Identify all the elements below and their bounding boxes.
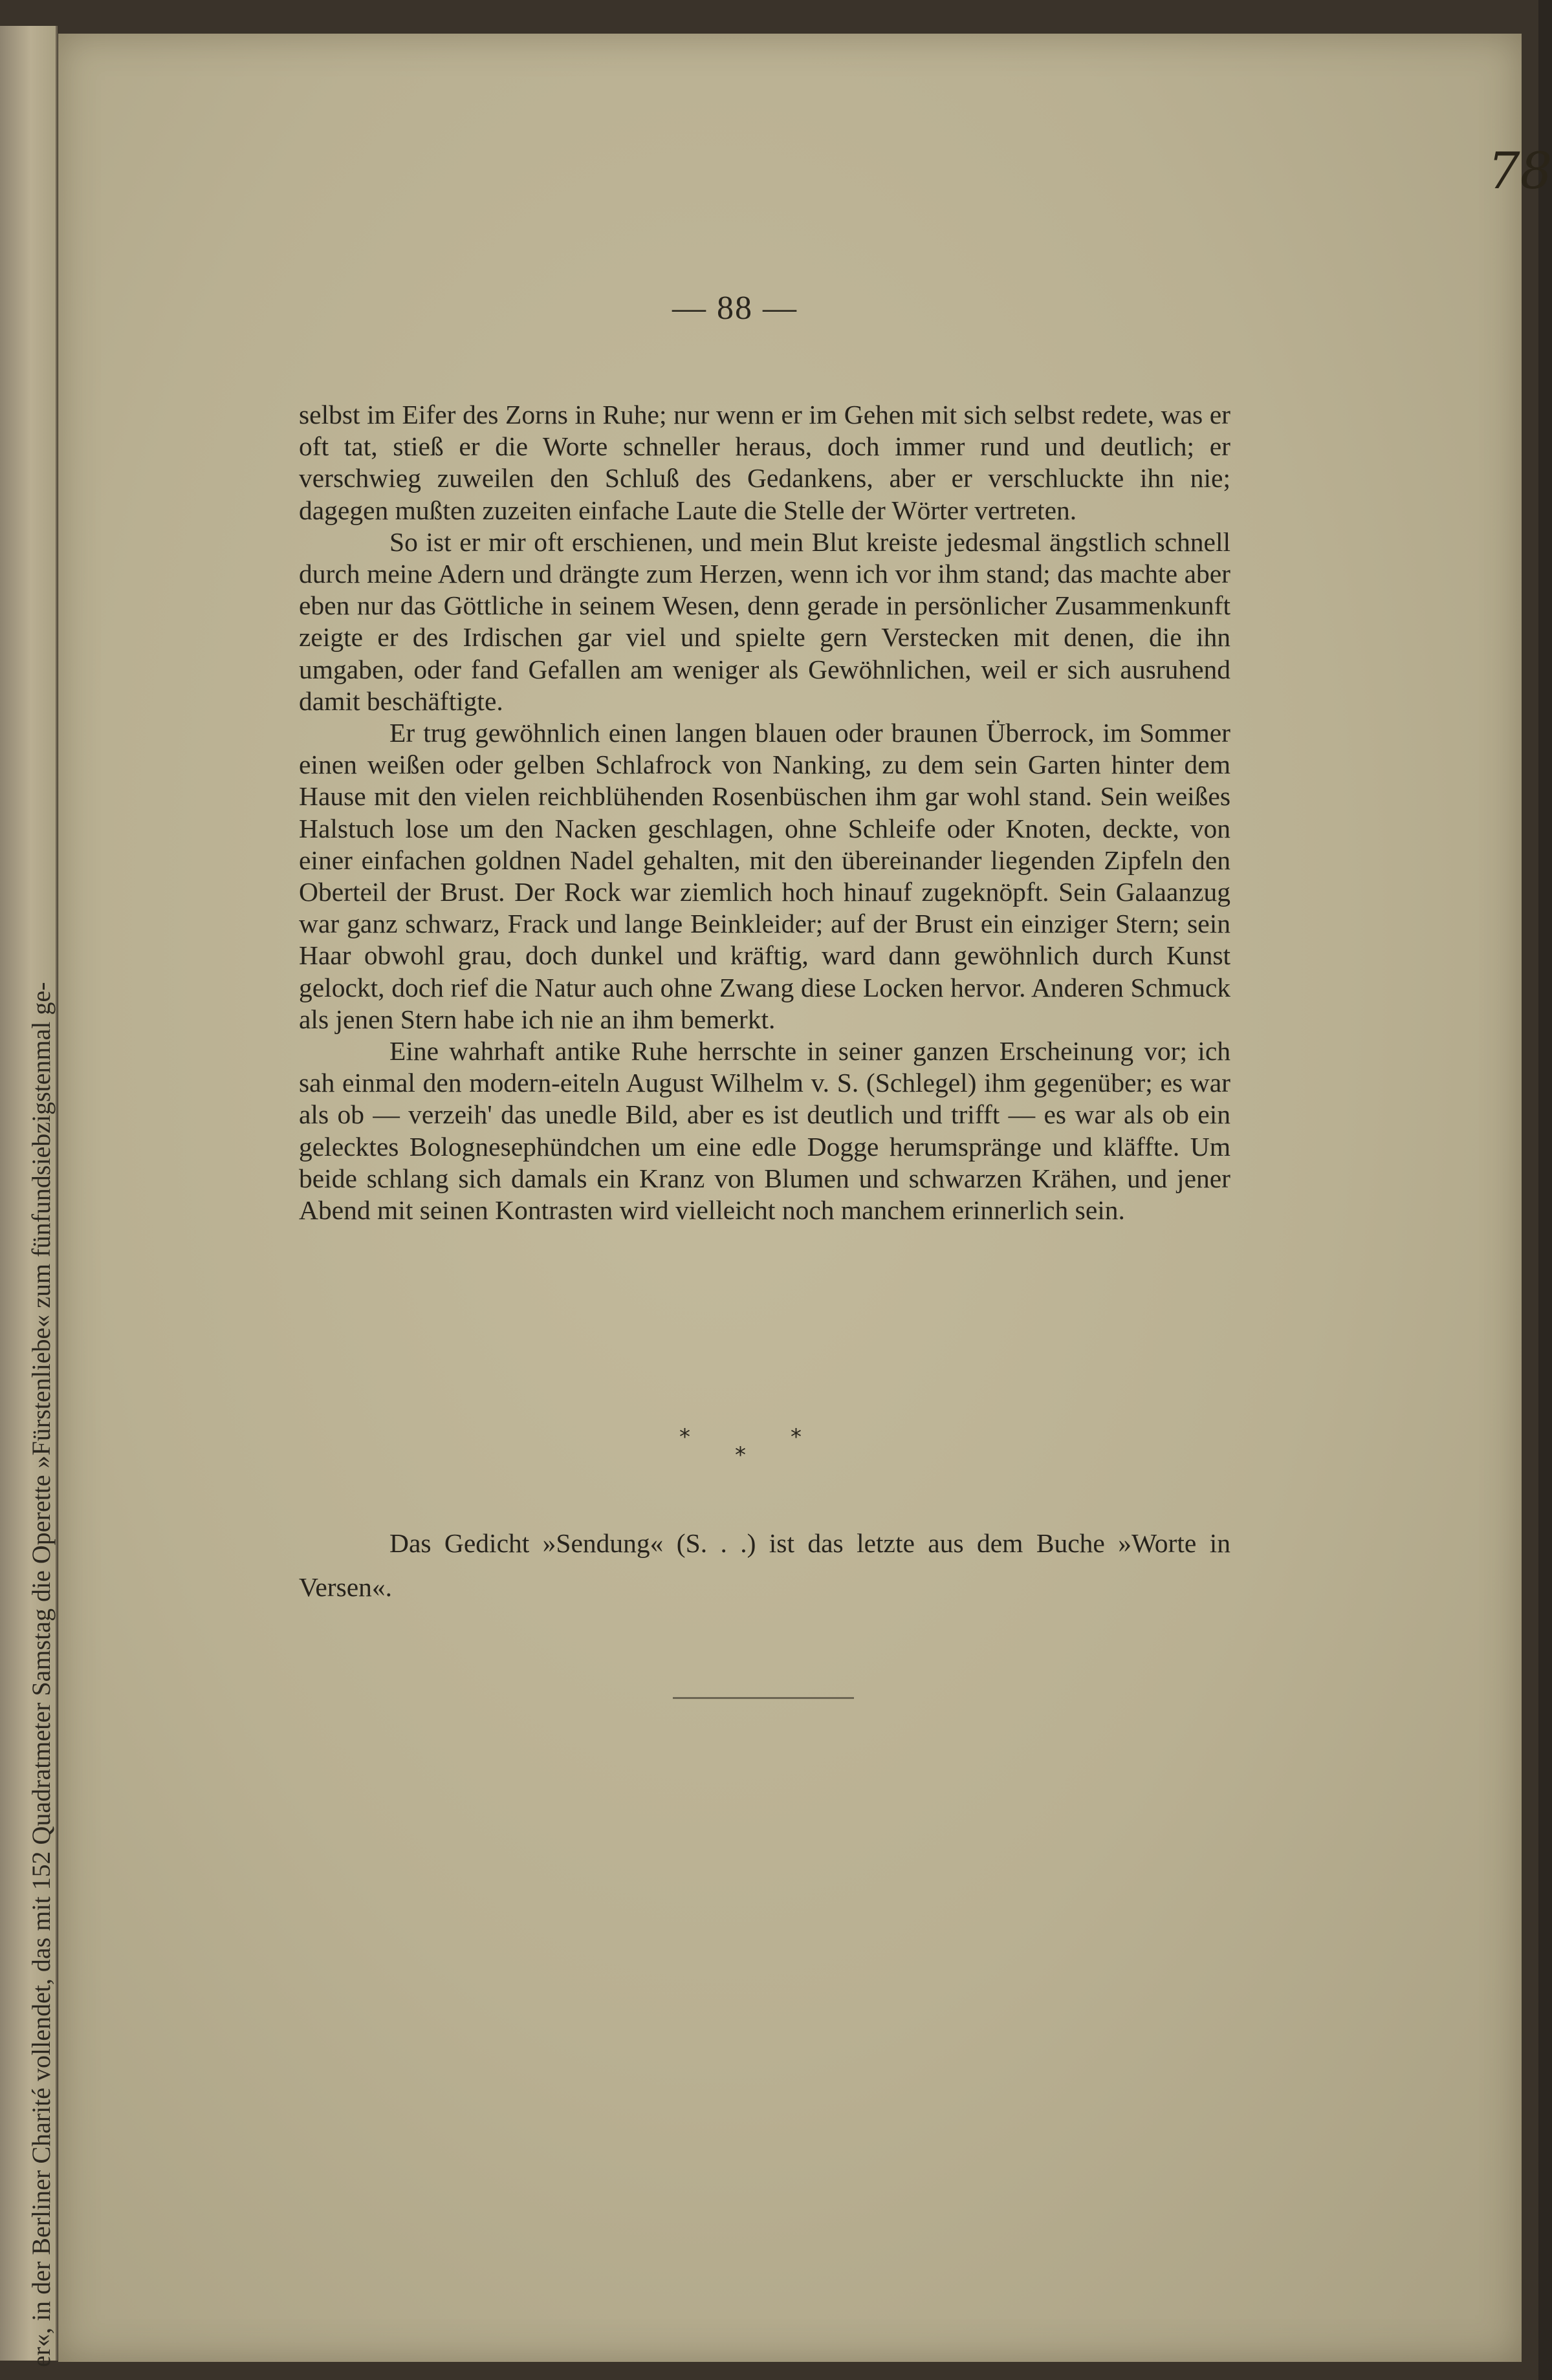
note-text	[299, 1521, 1230, 1609]
closing-rule	[673, 1697, 854, 1699]
previous-page-edge	[0, 26, 58, 2367]
book-page	[58, 34, 1552, 2362]
body-text	[299, 399, 1230, 1226]
paragraph-1: selbst im Eifer des Zorns in Ruhe; nur wenn er im Gehen mit sich selbst redete, was er oft tat, stieß er die Worte schneller heraus, doch immer rund und deutlich; er verschwieg zuweilen den Schluß des Gedankens, aber er verschluckte ihn nie; dagegen mußten zuzeiten einfache Laute die Stelle der Wörter vertreten.	[299, 400, 1230, 525]
asterisk-bottom: *	[735, 1442, 746, 1468]
spine-text: er«, in der Berliner Charité vollendet, das mit 152 Quadratmeter Samstag die Operette »Fürstenliebe« zum fünfundsiebzigstenmal ge-	[27, 982, 56, 2367]
paragraph-2: So ist er mir oft erschienen, und mein Blut kreiste jedesmal ängstlich schnell durch meine Adern und drängte zum Herzen, wenn ich vor ihm stand; das machte aber eben nur das Göttliche in seinem Wesen, denn gerade in persönlicher Zusammenkunft zeigte er des Irdischen gar viel und spielte gern Verstecken mit denen, die ihn umgaben, oder fand Gefallen am weniger als Gewöhnlichen, weil er sich ausruhend damit beschäftigte.	[299, 526, 1230, 716]
paragraph-3: Er trug gewöhnlich einen langen blauen oder braunen Überrock, im Sommer einen weißen oder gelben Schlafrock von Nanking, zu dem sein Garten hinter dem Hause mit den vielen reichblühenden Rosenbüschen ihm gar wohl stand. Sein weißes Halstuch lose um den Nacken geschlagen, ohne Schleife oder Knoten, deckte, von einer einfachen goldnen Nadel gehalten, mit den übereinander liegenden Zipfeln den Oberteil der Brust. Der Rock war ziemlich hoch hinauf zugeknöpft. Sein Galaanzug war ganz schwarz, Frack und lange Beinkleider; auf der Brust ein einziger Stern; sein Haar obwohl grau, doch dunkel und kräftig, ward dann gewöhnlich durch Kunst gelockt, doch rief die Natur auch ohne Zwang diese Locken hervor. Anderen Schmuck als jenen Stern habe ich nie an ihm bemerkt.	[299, 718, 1230, 1034]
handwritten-folio-number: 78	[1488, 142, 1552, 200]
asterisk-left: *	[679, 1424, 690, 1450]
asterism-ornament	[679, 1424, 847, 1476]
page-number: — 88 —	[672, 290, 798, 327]
asterisk-right: *	[791, 1424, 802, 1450]
paragraph-4: Eine wahrhaft antike Ruhe herrschte in seiner ganzen Erscheinung vor; ich sah einmal den modern-eiteln August Wilhelm v. S. (Schlegel) ihm gegenüber; es war als ob — verzeih' das unedle Bild, aber es ist deutlich und trifft — es war als ob ein gelecktes Bolognesерhündchen um eine edle Dogge herumspränge und kläffte. Um beide schlang sich damals ein Kranz von Blumen und schwarzen Krähen, und jener Abend mit seinen Kontrasten wird vielleicht noch manchem erinnerlich sein.	[299, 1036, 1230, 1226]
note-paragraph: Das Gedicht »Sendung« (S. . .) ist das letzte aus dem Buche »Worte in Versen«.	[299, 1528, 1230, 1602]
